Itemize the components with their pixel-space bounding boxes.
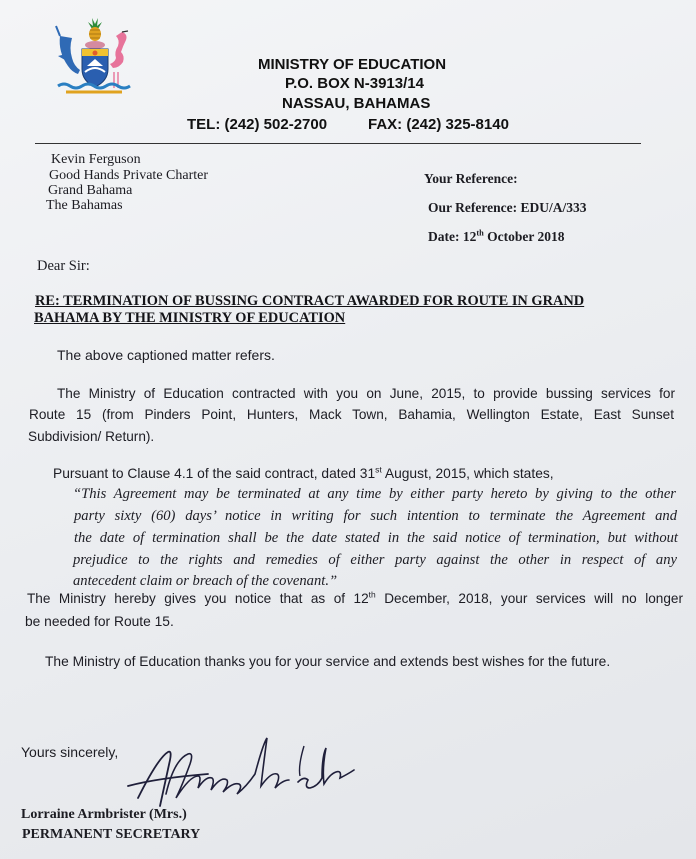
po-box: P.O. BOX N-3913/14 bbox=[285, 75, 424, 92]
notice-line-2: be needed for Route 15. bbox=[25, 614, 174, 629]
salutation: Dear Sir: bbox=[37, 258, 90, 274]
subject-line-2: BAHAMA BY THE MINISTRY OF EDUCATION bbox=[34, 310, 346, 326]
org-name: MINISTRY OF EDUCATION bbox=[258, 56, 447, 73]
letterhead-rule bbox=[35, 143, 641, 144]
quote-line-5: antecedent claim or breach of the covenant.” bbox=[73, 573, 338, 589]
letter-date: Date: 12th October 2018 bbox=[428, 228, 565, 244]
telephone: TEL: (242) 502-2700 bbox=[187, 116, 328, 133]
quote-line-2: party sixty (60) days’ notice in writing for such intention to terminate the Agreement and bbox=[74, 508, 677, 524]
coat-of-arms-logo bbox=[52, 14, 136, 98]
quote-line-3: the date of termination shall be the date stated in the said notice of termination, but without bbox=[74, 530, 678, 546]
our-reference: Our Reference: EDU/A/333 bbox=[428, 200, 587, 215]
paragraph-thanks: The Ministry of Education thanks you for your service and extends best wishes for the future. bbox=[45, 654, 611, 669]
notice-line-1: The Ministry hereby gives you notice that as of 12th December, 2018, your services will no longer bbox=[27, 589, 683, 606]
paragraph-contract-line-3: Subdivision/ Return). bbox=[28, 429, 155, 444]
recipient-island: Grand Bahama bbox=[48, 183, 133, 198]
signatory-name: Lorraine Armbrister (Mrs.) bbox=[21, 807, 187, 822]
signatory-title: PERMANENT SECRETARY bbox=[22, 827, 201, 842]
paragraph-clause: Pursuant to Clause 4.1 of the said contract, dated 31st August, 2015, which states, bbox=[53, 464, 554, 481]
quote-line-1: “This Agreement may be terminated at any time by either party hereto by giving to the other bbox=[73, 486, 676, 502]
quote-line-4: prejudice to the rights and remedies of either party against the other in respect of any bbox=[73, 552, 677, 568]
recipient-company: Good Hands Private Charter bbox=[49, 168, 209, 183]
paragraph-contract-line-2: Route 15 (from Pinders Point, Hunters, Mack Town, Bahamia, Wellington Estate, East Sunset bbox=[29, 407, 674, 422]
recipient-country: The Bahamas bbox=[46, 198, 123, 213]
recipient-name: Kevin Ferguson bbox=[51, 152, 141, 167]
paragraph-contract-line-1: The Ministry of Education contracted with you on June, 2015, to provide bussing services for bbox=[57, 386, 675, 401]
paragraph-intro: The above captioned matter refers. bbox=[57, 347, 275, 363]
fax: FAX: (242) 325-8140 bbox=[368, 116, 509, 133]
your-reference: Your Reference: bbox=[424, 171, 518, 186]
subject-line-1: RE: TERMINATION OF BUSSING CONTRACT AWARDED FOR ROUTE IN GRAND bbox=[35, 293, 585, 309]
valediction: Yours sincerely, bbox=[21, 744, 119, 760]
city: NASSAU, BAHAMAS bbox=[282, 95, 431, 112]
